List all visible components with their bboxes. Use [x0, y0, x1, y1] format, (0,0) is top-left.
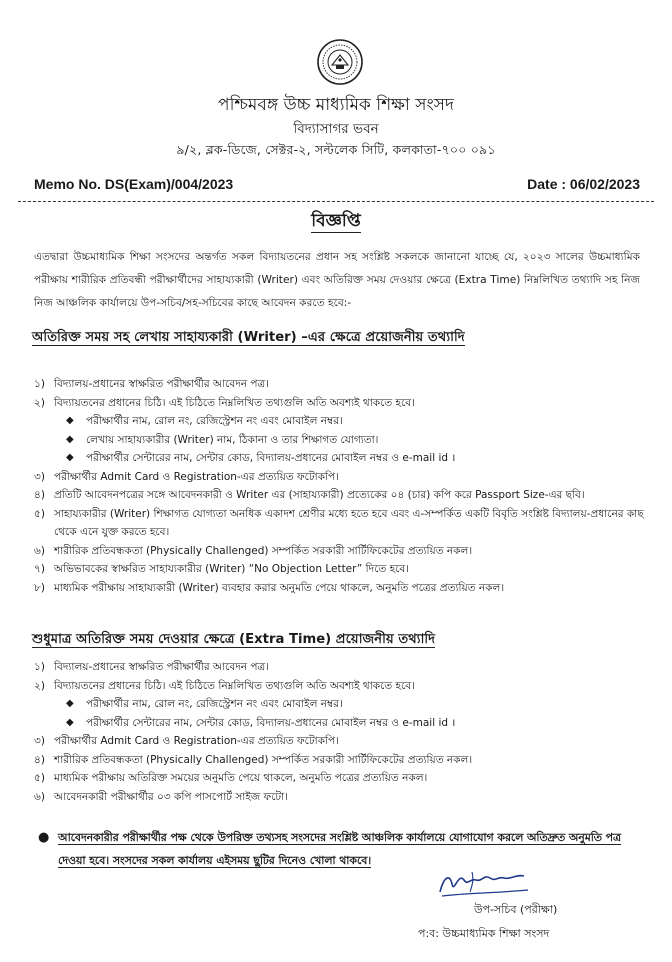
list-item-text: বিদ্যালয়-প্রধানের স্বাক্ষরিত পরীক্ষার্থীর আবেদন পত্র।	[54, 661, 269, 673]
list-item-number: ২)	[34, 396, 45, 409]
sub-list-item-text: লেখায় সাহায্যকারীর (Writer) নাম, ঠিকানা ও তার শিক্ষাগত যোগ্যতা।	[86, 433, 379, 446]
final-note-text: আবেদনকারীর পরীক্ষার্থীর পক্ষ থেকে উপরিক্ত তথ্যসহ সংসদের সংশ্লিষ্ট আঞ্চলিক কার্যালয়ে যোগাযোগ করলে অতিদ্রুত অনুমতি পত্র দেওয়া হবে। সংসদের সকল কার্যালয় এইসময় ছুটির দিনেও খোলা থাকবে।	[58, 831, 621, 867]
list-item	[34, 658, 644, 677]
list-item	[34, 486, 644, 505]
list-item-number: ৭)	[34, 563, 45, 575]
list-item-text: প্রতিটি আবেদনপত্রের সঙ্গে আবেদনকারী ও Writer এর (সাহায্যকারী) প্রত্যেকের ০৪ (চার) কপি করে Passport Size-এর ছবি।	[54, 489, 585, 501]
header-divider	[18, 201, 654, 202]
memo-number: Memo No. DS(Exam)/004/2023	[34, 176, 234, 192]
list-item-number: ৮)	[34, 581, 45, 594]
council-emblem-icon	[316, 38, 364, 86]
list-item	[34, 394, 644, 413]
diamond-bullet-icon: ◆	[66, 433, 74, 445]
sub-list-item	[34, 695, 644, 714]
notice-title-text: বিজ্ঞপ্তি	[311, 211, 361, 231]
list-item-text: শারীরিক প্রতিবন্ধকতা (Physically Challenged) সম্পর্কিত সরকারী সার্টিফিকেটের প্রত্যয়িত নকল।	[54, 544, 473, 557]
list-item-number: ৩)	[34, 735, 45, 747]
list-item	[34, 560, 644, 579]
list-item-text: সাহায্যকারীর (Writer) শিক্ষাগত যোগ্যতা অনধিক একাদশ শ্রেণীর মধ্যে হতে হবে এবং এ-সম্পর্কিত একটি বিবৃতি সংশ্লিষ্ট বিদ্যালয়-প্রধানের কাছ থেকে এনে যুক্ত করতে হবে।	[54, 507, 644, 538]
list-item-text: বিদ্যালয়-প্রধানের স্বাক্ষরিত পরীক্ষার্থীর আবেদন পত্র।	[54, 378, 269, 390]
sub-list-item	[34, 714, 644, 733]
section-extra-time-heading	[32, 629, 652, 651]
list-item	[34, 542, 644, 561]
list-item-text: পরীক্ষার্থীর Admit Card ও Registration-এর প্রত্যয়িত ফটোকপি।	[54, 735, 339, 747]
list-item-text: মাধ্যমিক পরীক্ষায় সাহায্যকারী (Writer) ব্যবহার করার অনুমতি পেয়ে থাকলে, অনুমতি পত্রের প্রত্যয়িত নকল।	[54, 581, 505, 594]
sub-list-item-text: পরীক্ষার্থীর সেন্টারের নাম, সেন্টার কোড, বিদ্যালয়-প্রধানের মোবাইল নম্বর ও e-mail id ।	[86, 452, 456, 464]
section-writer-heading	[32, 327, 652, 349]
list-item	[34, 468, 644, 487]
sub-list-item	[34, 412, 644, 431]
diamond-bullet-icon: ◆	[66, 415, 74, 426]
list-item-text: বিদ্যায়তনের প্রধানের চিঠি। এই চিঠিতে নিম্নলিখিত তথ্যগুলি অতি অবশ্যই থাকতে হবে।	[54, 679, 415, 692]
list-item-number: ৬)	[34, 544, 45, 557]
signatory-organization: প:ব: উচ্চমাধ্যমিক শিক্ষা সংসদ	[418, 927, 550, 940]
section-extra-time-list	[34, 658, 644, 806]
diamond-bullet-icon: ◆	[66, 452, 74, 463]
signatory-designation: উপ-সচিব (পরীক্ষা)	[474, 903, 558, 916]
sub-list-item	[34, 449, 644, 468]
council-name: পশ্চিমবঙ্গ উচ্চ মাধ্যমিক শিক্ষা সংসদ	[218, 95, 454, 115]
list-item-number: ৫)	[34, 772, 45, 784]
council-address: ৯/২, ব্লক-ডিজে, সেক্টর-২, সল্টলেক সিটি, কলকাতা-৭০০ ০৯১	[176, 142, 496, 157]
list-item-number: ২)	[34, 679, 45, 692]
section-extra-time-heading-text: শুধুমাত্র অতিরিক্ত সময় দেওয়ার ক্ষেত্রে (Extra Time) প্রয়োজনীয় তথ্যাদি	[32, 632, 436, 647]
sub-list-item-text: পরীক্ষার্থীর নাম, রোল নং, রেজিস্ট্রেশন নং এবং মোবাইল নম্বর।	[86, 415, 343, 427]
list-item-number: ৫)	[34, 507, 45, 520]
list-item-number: ১)	[34, 378, 45, 390]
list-item-text: আবেদনকারী পরীক্ষার্থীর ০৩ কপি পাসপোর্ট সাইজ ফটো।	[54, 790, 288, 803]
bullet-icon: ●	[38, 830, 50, 845]
final-note	[38, 826, 628, 872]
list-item-text: পরীক্ষার্থীর Admit Card ও Registration-এর প্রত্যয়িত ফটোকপি।	[54, 470, 339, 483]
list-item-number: ৪)	[34, 489, 45, 501]
list-item-text: মাধ্যমিক পরীক্ষায় অতিরিক্ত সময়ের অনুমতি পেয়ে থাকলে, অনুমতি পত্রের প্রত্যয়িত নকল।	[54, 772, 428, 784]
list-item	[34, 751, 644, 770]
section-writer-list	[34, 375, 644, 597]
memo-date: Date : 06/02/2023	[527, 176, 640, 192]
list-item	[34, 732, 644, 751]
handwritten-signature-icon	[436, 866, 532, 902]
list-item	[34, 677, 644, 696]
diamond-bullet-icon: ◆	[66, 716, 74, 728]
list-item	[34, 769, 644, 788]
list-item	[34, 788, 644, 807]
section-writer-heading-text: অতিরিক্ত সময় সহ লেখায় সাহায্যকারী (Writer) –এর ক্ষেত্রে প্রয়োজনীয় তথ্যাদি	[32, 330, 465, 345]
list-item	[34, 579, 644, 598]
list-item-number: ৪)	[34, 753, 45, 766]
list-item-text: বিদ্যায়তনের প্রধানের চিঠি। এই চিঠিতে নিম্নলিখিত তথ্যগুলি অতি অবশ্যই থাকতে হবে।	[54, 396, 415, 409]
list-item-number: ১)	[34, 661, 45, 673]
list-item-number: ৬)	[34, 790, 45, 803]
list-item	[34, 375, 644, 394]
list-item-text: অভিভাবকের স্বাক্ষরিত সাহায্যকারীর (Writer) “No Objection Letter” দিতে হবে।	[54, 563, 409, 575]
building-name: বিদ্যাসাগর ভবন	[293, 121, 379, 137]
notice-title	[0, 208, 672, 236]
diamond-bullet-icon: ◆	[66, 698, 74, 709]
sub-list-item-text: পরীক্ষার্থীর নাম, রোল নং, রেজিস্ট্রেশন নং এবং মোবাইল নম্বর।	[86, 698, 343, 710]
sub-list-item	[34, 431, 644, 450]
list-item-text: শারীরিক প্রতিবন্ধকতা (Physically Challenged) সম্পর্কিত সরকারী সার্টিফিকেটের প্রত্যয়িত নকল।	[54, 753, 473, 766]
sub-list-item-text: পরীক্ষার্থীর সেন্টারের নাম, সেন্টার কোড, বিদ্যালয়-প্রধানের মোবাইল নম্বর ও e-mail id ।	[86, 716, 456, 729]
intro-paragraph: এতদ্বারা উচ্চমাধ্যমিক শিক্ষা সংসদের অন্তর্গত সকল বিদ্যায়তনের প্রধান সহ সংশ্লিষ্ট সকলকে জানানো যাচ্ছে যে, ২০২৩ সালের উচ্চমাধ্যমিক পরীক্ষায় শারীরিক প্রতিবন্ধী পরীক্ষার্থীদের সাহায্যকারী (Writer) এবং অতিরিক্ত সময় দেওয়ার ক্ষেত্রে (Extra Time) নিম্নলিখিত তথ্যাদি সহ নিজ নিজ আঞ্চলিক কার্যালয়ে উপ-সচিব/সহ-সচিবের কাছে আবেদন করতে হবে:-	[34, 251, 640, 309]
list-item-number: ৩)	[34, 470, 45, 483]
list-item	[34, 505, 644, 542]
